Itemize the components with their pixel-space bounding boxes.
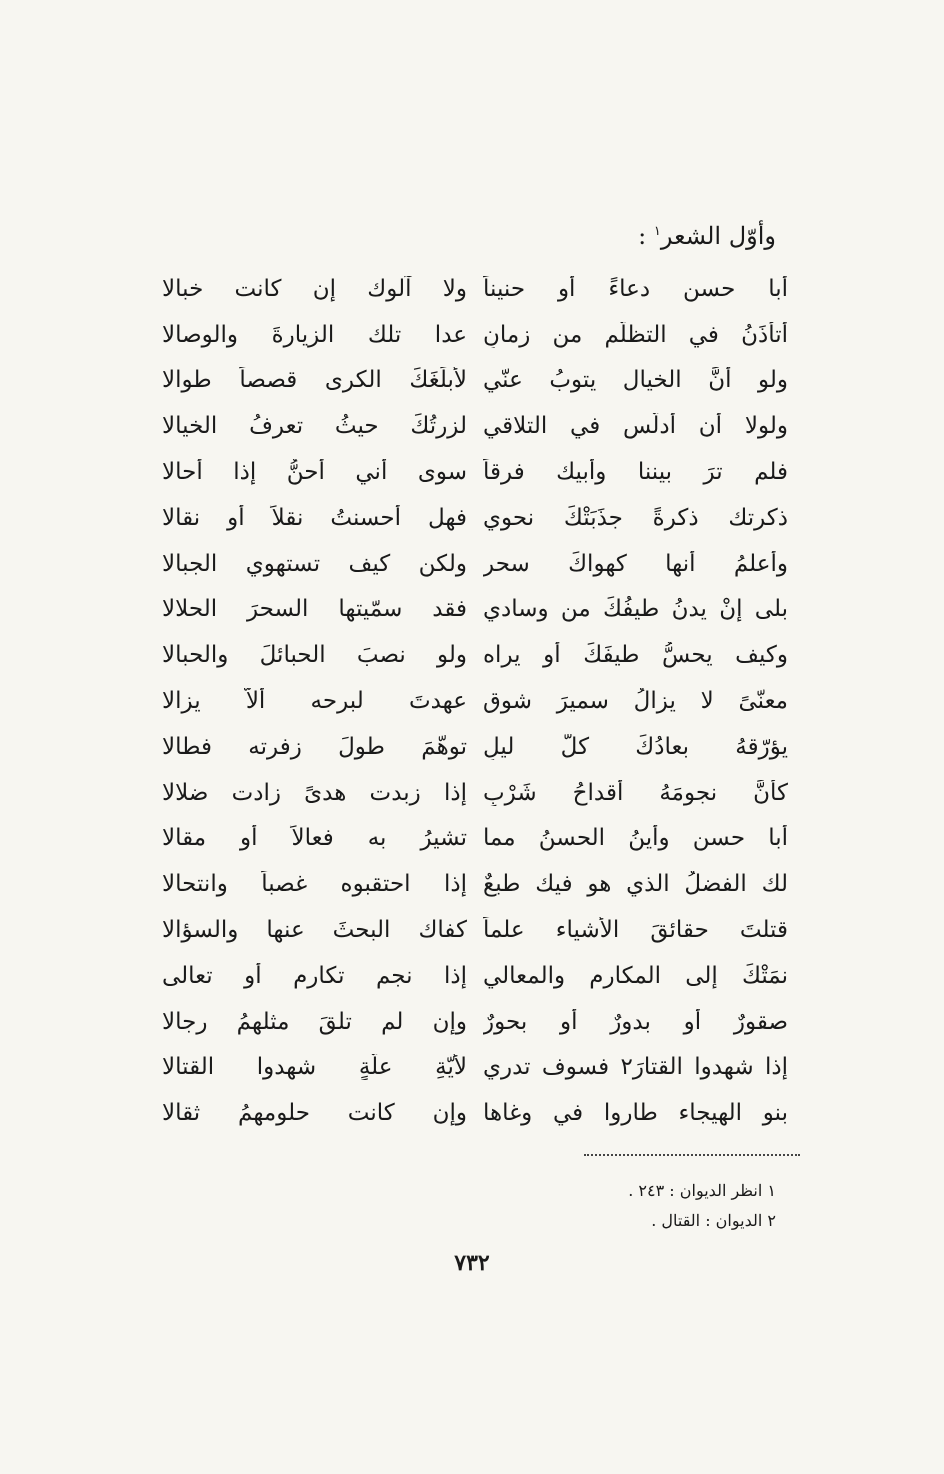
first-hemistich: أتأذَنُ في التظلّمِ من زمانٍ [483,321,788,348]
verse [150,907,800,953]
second-hemistich: سوى أني أحنُّ إذا أحالا [162,459,467,486]
verse [150,312,800,358]
section-heading [476,214,776,254]
footnote: ١ انظر الديوان : ٢٤٣ . [628,1181,776,1200]
second-hemistich: توهّمَ طولَ زفرته فطالا [162,733,467,760]
first-hemistich: قتلتَ حقائقَ الأشياء علماً [483,917,788,944]
verse [150,861,800,907]
verse [150,678,800,724]
first-hemistich: بنو الهيجاء طاروا في وغاها [483,1100,788,1127]
verse [150,770,800,816]
first-hemistich: نمَتْكَ إلى المكارمِ والمعالي [483,962,788,989]
verse [150,999,800,1045]
verse [150,953,800,999]
heading-footnote-ref: ١ [653,224,661,239]
second-hemistich: ولكن كيف تستهوي الجبالا [162,550,467,577]
verse [150,587,800,633]
first-hemistich: لك الفضلُ الذي هو فيك طبعٌ [483,871,788,898]
heading-colon: : [638,222,647,250]
first-hemistich: ولولا أن أدلّس في التلاقي [483,413,788,440]
verse [150,449,800,495]
second-hemistich: إذا زبدت هدىً زادت ضلالا [162,779,467,806]
second-hemistich: فهل أحسنتُ نقلاً أو نقالا [162,504,467,531]
first-hemistich: بلى إنْ يدنُ طيفُكَ من وسادي [483,596,788,623]
footnote: ٢ الديوان : القتال . [651,1211,776,1230]
second-hemistich: وإن لم تلقَ مثلهمُ رجالا [162,1008,467,1035]
page-number: ٧٣٢ [454,1250,490,1276]
verse [150,632,800,678]
second-hemistich: لأيّةِ علّةٍ شهدوا القتالا [162,1054,467,1081]
second-hemistich: كفاك البحثَ عنها والسؤالا [162,917,467,944]
verse [150,1090,800,1136]
first-hemistich: فلم ترَ بيننا وأبيك فرقاً [483,459,788,486]
second-hemistich: عهدتَ لبرحه ألاّ يزالا [162,688,467,715]
second-hemistich: لأبلَغَكَ الكرى قصصاً طوالا [162,367,467,394]
first-hemistich: وأعلمُ أنها كهواكَ سحر [483,550,788,577]
footnote-separator [584,1154,800,1156]
second-hemistich: لزرتُكَ حيثُ تعرفُ الخيالا [162,413,467,440]
verse [150,266,800,312]
first-hemistich: أبا حسن وأينُ الحسنُ مما [483,825,788,852]
poem [150,266,800,1136]
second-hemistich: فقد سمّيتها السحرَ الحلالا [162,596,467,623]
first-hemistich: معنّىً لا يزالُ سميرَ شوقٍ [483,688,788,715]
heading-text: وأوّل الشعر [660,222,776,250]
second-hemistich: إذا احتقبوه غصباً وانتحالا [162,871,467,898]
first-hemistich: ذكرتك ذكرةً جذَبَتْكَ نحوي [483,504,788,531]
first-hemistich: إذا شهدوا القتارَ٢ فسوف تدري [483,1054,788,1081]
first-hemistich: صقورٌ أو بدورٌ أو بحورٌ [483,1008,788,1035]
second-hemistich: وإن كانت حلومهمُ ثقالا [162,1100,467,1127]
verse [150,724,800,770]
second-hemistich: تشيرُ به فعالاً أو مقالا [162,825,467,852]
second-hemistich: عدا تلك الزيارةَ والوصالا [162,321,467,348]
first-hemistich: وكيف يحسُّ طيفَكَ أو يراه [483,642,788,669]
verse [150,495,800,541]
verse [150,358,800,404]
second-hemistich: إذا نجم تكارم أو تعالى [162,962,467,989]
first-hemistich: يؤرّقهُ بعادُكَ كلَّ ليلٍ [483,733,788,760]
first-hemistich: أبا حسنٍ دعاءً أو حنيناً [483,275,788,302]
second-hemistich: ولا آلوك إن كانت خبالا [162,275,467,302]
verse [150,403,800,449]
second-hemistich: ولو نصبَ الحبائلَ والحبالا [162,642,467,669]
verse [150,1045,800,1091]
verse [150,816,800,862]
footnotes [376,1176,776,1236]
first-hemistich: كأنَّ نجومَهُ أقداحُ شَرْبٍ [483,779,788,806]
first-hemistich: ولو أنَّ الخيال يتوبُ عنّي [483,367,788,394]
verse [150,541,800,587]
